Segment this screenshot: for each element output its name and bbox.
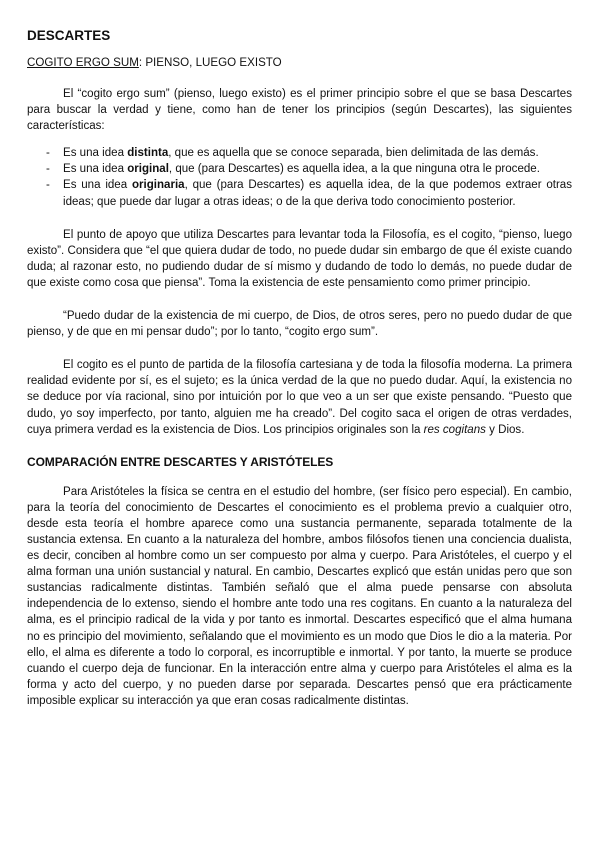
- item-text: , que (para Descartes) es aquella idea, a la que ninguna otra le procede.: [168, 163, 540, 176]
- list-item: [27, 161, 572, 177]
- section-subtitle: [27, 56, 572, 69]
- item-text: Es una idea: [63, 179, 132, 192]
- section-heading-comparacion: COMPARACIÓN ENTRE DESCARTES Y ARISTÓTELES: [27, 454, 334, 469]
- apoyo-paragraph: El punto de apoyo que utiliza Descartes para levantar toda la Filosofía, es el cogito, “pienso, luego existo”. Considera que “el que quiera dudar de todo, no puede dudar sin embargo de que él existe cuando duda; al razonar esto, no pudiendo dudar de sí mismo y dudando de todo lo demás, no puede dudar de que existe como cosa que piensa”. Toma la existencia de este pensamiento como primer principio.: [27, 228, 572, 289]
- paragraph-text: El cogito es el punto de partida de la filosofía cartesiana y de toda la filosofía moderna. La primera realidad evidente por sí, es el sujeto; es la única verdad de la que no puedo dudar. Aquí, la existencia no se deduce por vía racional, sino por intuición por lo que veo a un ser que existe pensando. “Puesto que dudo, yo soy imperfecto, por tanto, alguien me ha creado”. Del cogito saca el origen de otras verdades, cuya primera verdad es la existencia de Dios. Los principios originales son la: [27, 359, 572, 436]
- item-keyword: original: [127, 163, 169, 176]
- intro-paragraph: El “cogito ergo sum” (pienso, luego existo) es el primer principio sobre el que se basa Descartes para buscar la verdad y tiene, como han de tener los principios (según Descartes), las siguientes características:: [27, 88, 572, 133]
- item-keyword: distinta: [127, 147, 169, 160]
- item-text: , que es aquella que se conoce separada, bien delimitada de las demás.: [168, 147, 539, 160]
- list-dash: -: [46, 163, 50, 176]
- comparacion-paragraph: Para Aristóteles la física se centra en el estudio del hombre, (ser físico pero especial). En cambio, para la teoría del conocimiento de Descartes el conocimiento es el problema previo a cualquier otro, desde esta teoría el hombre aparece como una sustancia permanente, separada totalmente de la sustancia extensa. En cuanto a la naturaleza del hombre, ambos filósofos tienen una conciencia dualista, es decir, conciben al hombre como un ser compuesto por alma y cuerpo. Para Aristóteles, el cuerpo y el alma forman una unión sustancial y natural. En cambio, Descartes explicó que están unidas pero que son sustancias radicalmente distintas. También señaló que el alma puede pensarse con absoluta independencia de lo extenso, siendo el hombre ante todo una res cogitans. En cuanto a la naturaleza del alma, es el principio radical de la vida y por tanto es inmortal. Descartes especificó que el alma humana no es principio del movimiento, señalando que el movimiento es un modo que Dios le dio a la materia. Por ello, el alma es diferente a todo lo corporal, es incorruptible e inmortal. Y por tanto, la muerte se produce cuando el cuerpo deja de funcionar. En la interacción entre alma y cuerpo para Aristóteles el alma es la forma y acto del cuerpo, y no pueden darse por separada. Descartes pensó que era prácticamente imposible explicar su interacción ya que eran cosas radicalmente distintas.: [27, 485, 572, 707]
- list-item: [27, 145, 572, 161]
- subtitle-rest: : PIENSO, LUEGO EXISTO: [138, 56, 282, 69]
- paragraph-text: y Dios.: [485, 423, 525, 436]
- item-keyword: originaria: [131, 179, 185, 192]
- list-dash: -: [46, 147, 50, 160]
- cogito-paragraph: [27, 357, 572, 437]
- characteristics-list: [27, 145, 572, 209]
- list-dash: -: [46, 179, 50, 192]
- subtitle-underlined: COGITO ERGO SUM: [27, 56, 139, 69]
- document-title: DESCARTES: [27, 28, 111, 43]
- item-text: , que (para Descartes) es aquella idea, de la que podemos extraer otras ideas; que puede dar lugar a otras ideas; o de la que deriva todo conocimiento posterior.: [63, 179, 572, 208]
- italic-term: res cogitans: [423, 423, 486, 436]
- item-text: Es una idea: [63, 163, 128, 176]
- document-page: [27, 28, 572, 709]
- list-item: [27, 177, 572, 209]
- quote-paragraph: “Puedo dudar de la existencia de mi cuerpo, de Dios, de otros seres, pero no puedo dudar de que pienso, y de que en mi pensar dudo”; por lo tanto, “cogito ergo sum”.: [27, 310, 572, 339]
- item-text: Es una idea: [63, 147, 128, 160]
